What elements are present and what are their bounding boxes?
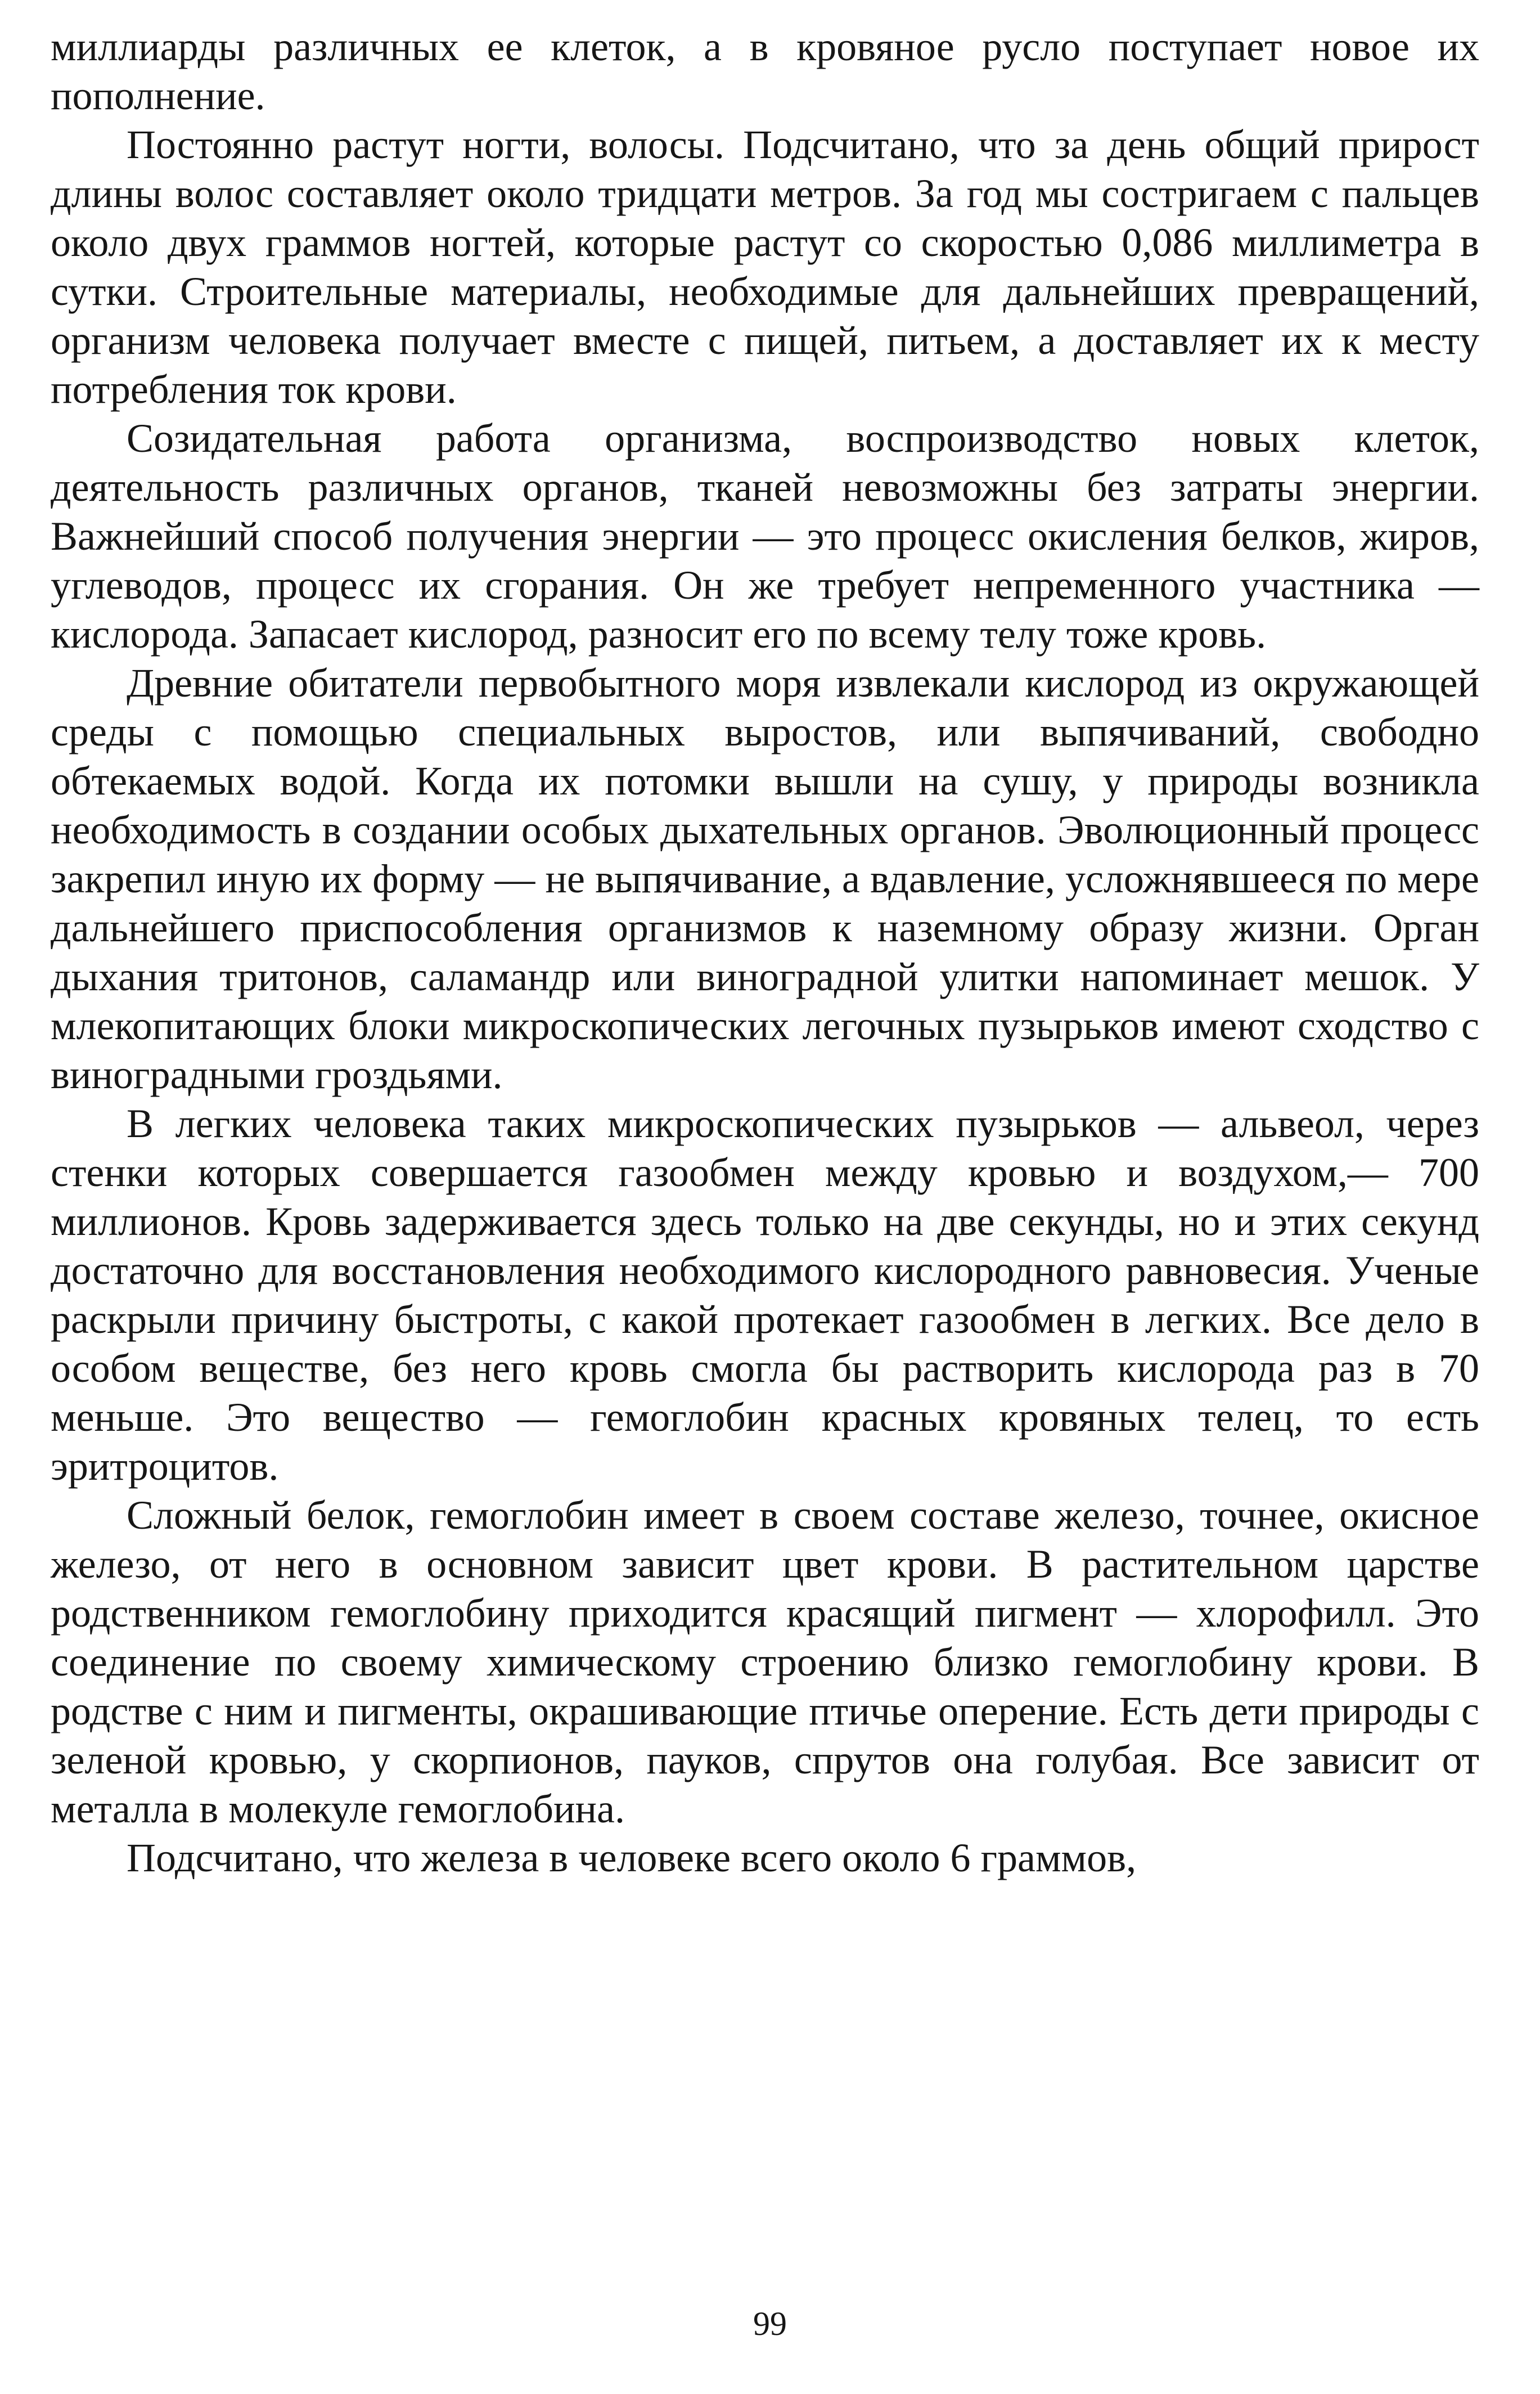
paragraph-5: В легких человека таких микроскопических пузырьков — альвеол, через стенки которых совершается газообмен между кровью и воздухом,— 700 миллионов. Кровь задерживается здесь только на две секунды, но и этих секунд достаточно для восстановления необходимого кислородного равновесия. Ученые раскрыли причину быстроты, с какой протекает газообмен в легких. Все дело в особом веществе, без него кровь смогла бы растворить кислорода раз в 70 меньше. Это вещество — гемоглобин красных кровяных телец, то есть эритроцитов. [51, 1101, 1479, 1489]
page-body [51, 23, 1479, 1883]
paragraph-3: Созидательная работа организма, воспроизводство новых клеток, деятельность различных органов, тканей невозможны без затраты энергии. Важнейший способ получения энергии — это процесс окисления белков, жиров, углеводов, процесс их сгорания. Он же требует непременного участника — кислорода. Запасает кислород, разносит его по всему телу тоже кровь. [51, 416, 1479, 657]
paragraph-7: Подсчитано, что железа в человеке всего около 6 граммов, [127, 1835, 1137, 1880]
paragraph-1: миллиарды различных ее клеток, а в кровяное русло поступает новое их пополнение. [51, 24, 1479, 118]
page-number: 99 [753, 2305, 787, 2342]
paragraph-4: Древние обитатели первобытного моря извлекали кислород из окружающей среды с помощью специальных выростов, или выпячиваний, свободно обтекаемых водой. Когда их потомки вышли на сушу, у природы возникла необходимость в создании особых дыхательных органов. Эволюционный процесс закрепил иную их форму — не выпячивание, а вдавление, усложнявшееся по мере дальнейшего приспособления организмов к наземному образу жизни. Орган дыхания тритонов, саламандр или виноградной улитки напоминает мешок. У млекопитающих блоки микроскопических легочных пузырьков имеют сходство с виноградными гроздьями. [51, 661, 1479, 1097]
paragraph-2: Постоянно растут ногти, волосы. Подсчитано, что за день общий прирост длины волос составляет около тридцати метров. За год мы состригаем с пальцев около двух граммов ногтей, которые растут со скоростью 0,086 миллиметра в сутки. Строительные материалы, необходимые для дальнейших превращений, организм человека получает вместе с пищей, питьем, а доставляет их к месту потребления ток крови. [51, 122, 1479, 412]
paragraph-6: Сложный белок, гемоглобин имеет в своем составе железо, точнее, окисное железо, от него в основном зависит цвет крови. В растительном царстве родственником гемоглобину приходится красящий пигмент — хлорофилл. Это соединение по своему химическому строению близко гемоглобину крови. В родстве с ним и пигменты, окрашивающие птичье оперение. Есть дети природы с зеленой кровью, у скорпионов, пауков, спрутов она голубая. Все зависит от металла в молекуле гемоглобина. [51, 1493, 1479, 1831]
